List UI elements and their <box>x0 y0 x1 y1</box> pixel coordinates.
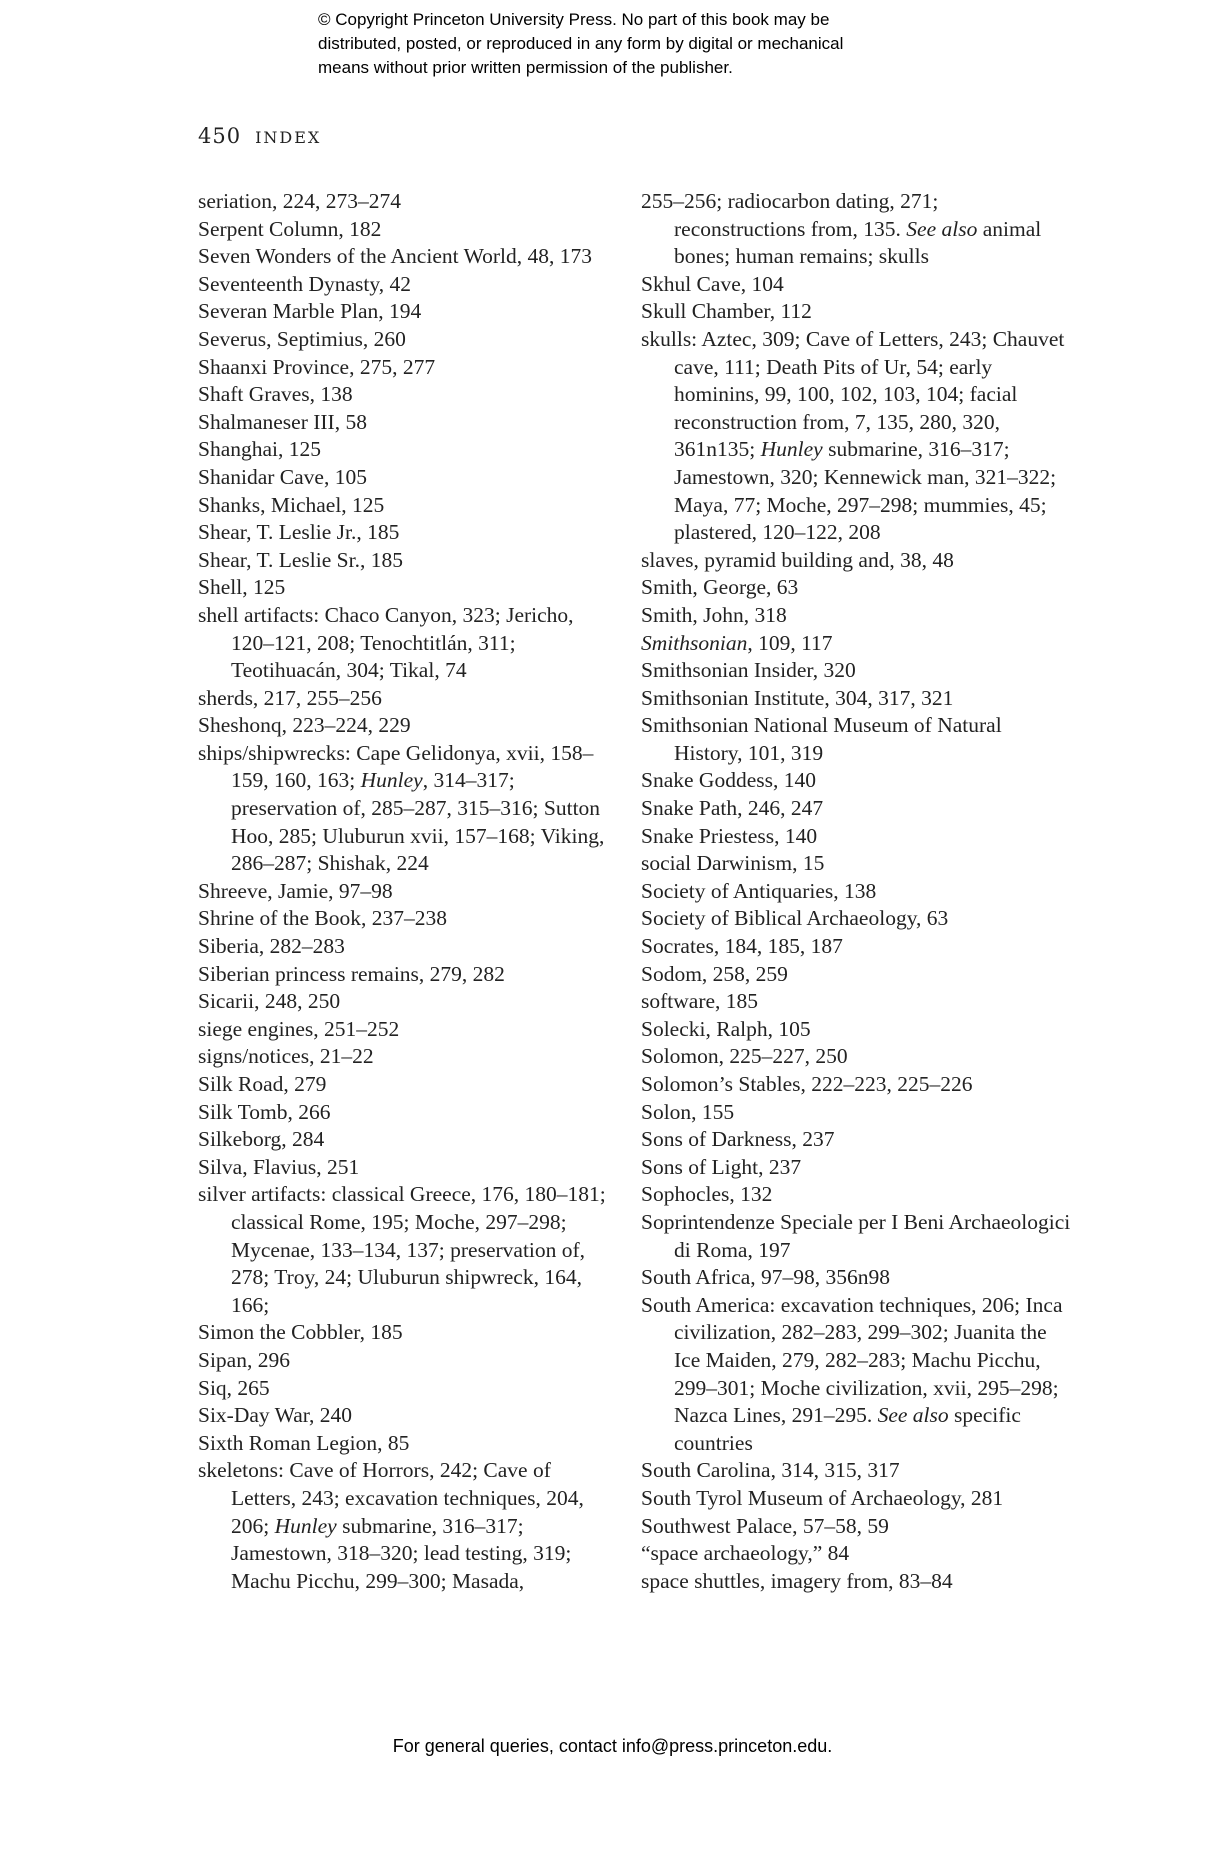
index-column-left <box>198 188 618 1595</box>
index-entry-text: Solomon’s Stables, 222–223, 225–226 <box>641 1072 973 1096</box>
index-entry-italic: Hunley <box>760 437 823 462</box>
index-entry <box>641 1181 1071 1209</box>
index-entry-text: Smithsonian National Museum of Natural History, 101, 319 <box>641 713 1002 765</box>
index-entry-text: Skhul Cave, 104 <box>641 271 784 296</box>
index-entry <box>641 1292 1071 1458</box>
index-entry-text: Sicarii, 248, 250 <box>198 989 341 1014</box>
index-entry <box>641 878 1071 906</box>
index-entry <box>198 547 618 575</box>
page-number: 450 <box>198 124 242 148</box>
index-entry <box>198 905 618 933</box>
index-entry-text: Sons of Light, 237 <box>641 1154 802 1179</box>
copyright-notice <box>318 8 938 80</box>
index-entry <box>198 492 618 520</box>
index-entry <box>198 298 618 326</box>
index-entry <box>641 1043 1071 1071</box>
index-entry <box>641 630 1071 658</box>
index-entry-text: skulls: Aztec, 309; Cave of Letters, 243; Chauvet cave, 111; Death Pits of Ur, 54; early hominins, 99, 100, 102, 103, 104; facial reconstruction from, 7, 135, 280, 320, 361n135; <box>641 326 1065 462</box>
index-entry-text: submarine, 316–317; Jamestown, 320; Kennewick man, 321–322; Maya, 77; Moche, 297–298; mummies, 45; plastered, 120–122, 208 <box>674 437 1057 545</box>
index-entry <box>198 1043 618 1071</box>
index-entry-text: Siberia, 282–283 <box>198 934 345 959</box>
index-entry <box>641 1154 1071 1182</box>
index-entry <box>198 188 618 216</box>
index-entry-text: Southwest Palace, 57–58, 59 <box>641 1513 889 1538</box>
index-entry-text: Shanghai, 125 <box>198 437 322 462</box>
index-entry-text: Shreeve, Jamie, 97–98 <box>198 878 393 903</box>
index-entry <box>198 271 618 299</box>
footer-contact: For general queries, contact info@press.princeton.edu. <box>392 1736 833 1756</box>
index-entry <box>198 961 618 989</box>
index-entry <box>198 878 618 906</box>
index-entry <box>198 1126 618 1154</box>
index-entry-text: Silk Tomb, 266 <box>198 1099 331 1124</box>
index-entry <box>641 988 1071 1016</box>
index-entry <box>641 1099 1071 1127</box>
index-entry <box>198 1071 618 1099</box>
index-entry-text: Shrine of the Book, 237–238 <box>198 906 448 931</box>
index-entry-text: Smithsonian Insider, 320 <box>641 658 856 683</box>
index-entry-text: siege engines, 251–252 <box>198 1016 400 1041</box>
index-entry <box>198 1099 618 1127</box>
index-entry <box>198 1347 618 1375</box>
index-column-right <box>641 188 1071 1595</box>
index-entry-italic: Hunley <box>274 1513 337 1538</box>
index-entry <box>198 1016 618 1044</box>
index-entry-text: Simon the Cobbler, 185 <box>198 1320 403 1345</box>
index-entry-text: Society of Biblical Archaeology, 63 <box>641 906 949 931</box>
index-entry-text: Severus, Septimius, 260 <box>198 326 406 351</box>
index-entry-text: Seven Wonders of the Ancient World, 48, 173 <box>198 244 593 269</box>
index-entry-text: Shell, 125 <box>198 575 286 600</box>
index-entry <box>641 1264 1071 1292</box>
index-entry <box>641 602 1071 630</box>
index-entry-text: Smithsonian Institute, 304, 317, 321 <box>641 685 954 710</box>
index-entry-text: , 314–317; preservation of, 285–287, 315–316; Sutton Hoo, 285; Uluburun xvii, 157–168; Viking, 286–287; Shishak, 224 <box>231 768 605 876</box>
index-entry-text: Sophocles, 132 <box>641 1182 773 1207</box>
index-entry <box>641 1485 1071 1513</box>
index-entry <box>198 574 618 602</box>
index-entry <box>641 1513 1071 1541</box>
index-entry-text: South Africa, 97–98, 356n98 <box>641 1265 891 1290</box>
index-entry <box>641 574 1071 602</box>
index-entry <box>641 905 1071 933</box>
index-entry-text: Solecki, Ralph, 105 <box>641 1016 811 1041</box>
section-title: INDEX <box>255 128 322 147</box>
index-entry <box>198 1375 618 1403</box>
index-entry-text: 255–256; radiocarbon dating, 271; reconstructions from, 135. <box>641 189 939 241</box>
index-entry-text: signs/notices, 21–22 <box>198 1044 374 1069</box>
index-entry <box>641 823 1071 851</box>
index-entry <box>641 547 1071 575</box>
index-entry <box>198 519 618 547</box>
index-entry-text: Shalmaneser III, 58 <box>198 409 367 434</box>
index-entry-text: Siberian princess remains, 279, 282 <box>198 961 505 986</box>
index-entry <box>198 933 618 961</box>
index-entry <box>198 712 618 740</box>
index-entry-text: South Tyrol Museum of Archaeology, 281 <box>641 1485 1004 1510</box>
index-entry <box>641 1016 1071 1044</box>
index-entry <box>198 381 618 409</box>
index-entry-text: , 109, 117 <box>747 630 833 655</box>
index-entry-text: space shuttles, imagery from, 83–84 <box>641 1568 953 1593</box>
index-entry <box>198 685 618 713</box>
copyright-line: means without prior written permission of the publisher. <box>318 58 733 77</box>
index-entry <box>198 436 618 464</box>
index-entry <box>198 243 618 271</box>
index-entry <box>641 1540 1071 1568</box>
index-entry-text: Snake Goddess, 140 <box>641 768 816 793</box>
index-entry <box>198 216 618 244</box>
index-entry <box>641 767 1071 795</box>
index-entry-text: skeletons: Cave of Horrors, 242; Cave of Letters, 243; excavation techniques, 204, 206; <box>198 1458 584 1538</box>
index-entry <box>641 933 1071 961</box>
index-entry-text: Sodom, 258, 259 <box>641 961 788 986</box>
index-entry <box>198 1430 618 1458</box>
index-entry-text: software, 185 <box>641 989 759 1014</box>
index-entry <box>198 1457 618 1595</box>
index-entry-text: Sheshonq, 223–224, 229 <box>198 713 411 738</box>
index-entry-text: Sixth Roman Legion, 85 <box>198 1430 410 1455</box>
copyright-line: © Copyright Princeton University Press. No part of this book may be <box>318 10 830 29</box>
index-entry <box>198 1402 618 1430</box>
index-entry-text: Shanks, Michael, 125 <box>198 492 385 517</box>
index-entry <box>198 1154 618 1182</box>
index-entry-text: Sons of Darkness, 237 <box>641 1127 835 1152</box>
index-entry <box>198 1319 618 1347</box>
index-entry-text: Snake Path, 246, 247 <box>641 796 824 821</box>
index-entry-text: Smith, George, 63 <box>641 575 799 600</box>
index-entry <box>641 1071 1071 1099</box>
index-entry-text: Soprintendenze Speciale per I Beni Archaeologici di Roma, 197 <box>641 1209 1071 1262</box>
index-entry-text: Siq, 265 <box>198 1375 270 1400</box>
index-entry-text: Silk Road, 279 <box>198 1072 327 1096</box>
index-entry-text: South America: excavation techniques, 206; Inca civilization, 282–283, 299–302; Juanita the Ice Maiden, 279, 282–283; Machu Picchu, 299–301; Moche civilization, xvii, 295–298; Nazca Lines, 291–295. <box>641 1292 1063 1428</box>
index-entry <box>641 271 1071 299</box>
index-entry-text: Solomon, 225–227, 250 <box>641 1044 848 1069</box>
index-entry-text: slaves, pyramid building and, 38, 48 <box>641 547 954 572</box>
index-entry-text: Six-Day War, 240 <box>198 1403 353 1428</box>
index-entry-text: animal bones; human remains; skulls <box>674 216 1042 269</box>
index-entry-text: specific countries <box>674 1403 1021 1455</box>
index-entry <box>198 326 618 354</box>
index-entry-text: Snake Priestess, 140 <box>641 823 818 848</box>
index-entry-text: Shaft Graves, 138 <box>198 382 353 407</box>
index-entry-text: Seventeenth Dynasty, 42 <box>198 271 411 296</box>
index-entry-text: seriation, 224, 273–274 <box>198 189 402 213</box>
index-entry-text: Serpent Column, 182 <box>198 216 382 241</box>
index-entry-text: Shear, T. Leslie Jr., 185 <box>198 520 400 545</box>
index-entry-text: Socrates, 184, 185, 187 <box>641 934 843 959</box>
index-entry <box>641 1126 1071 1154</box>
index-entry <box>641 188 1071 271</box>
index-entry-text: Shanidar Cave, 105 <box>198 464 367 489</box>
index-entry-text: Society of Antiquaries, 138 <box>641 878 877 903</box>
index-entry-text: Sipan, 296 <box>198 1347 290 1372</box>
index-entry <box>641 1568 1071 1596</box>
index-entry <box>641 298 1071 326</box>
index-entry <box>198 409 618 437</box>
index-entry-text: silver artifacts: classical Greece, 176, 180–181; classical Rome, 195; Moche, 297–298; Mycenae, 133–134, 137; preservation of, 278; Troy, 24; Uluburun shipwreck, 164, 166; <box>198 1182 606 1317</box>
index-entry-italic: Smithsonian <box>641 630 748 655</box>
index-entry <box>198 740 618 878</box>
index-entry-text: Skull Chamber, 112 <box>641 299 812 324</box>
index-entry-text: Silkeborg, 284 <box>198 1127 325 1152</box>
index-entry-text: Solon, 155 <box>641 1099 735 1124</box>
index-entry-text: “space archaeology,” 84 <box>641 1541 850 1566</box>
index-entry <box>198 1181 618 1319</box>
index-entry-italic: See also <box>877 1403 949 1428</box>
index-entry-text: shell artifacts: Chaco Canyon, 323; Jericho, 120–121, 208; Tenochtitlán, 311; Teotihuacán, 304; Tikal, 74 <box>198 602 574 683</box>
index-entry <box>641 961 1071 989</box>
index-entry <box>641 685 1071 713</box>
index-entry-text: South Carolina, 314, 315, 317 <box>641 1458 900 1483</box>
index-entry-text: Silva, Flavius, 251 <box>198 1154 360 1179</box>
index-entry-text: Smith, John, 318 <box>641 602 787 627</box>
index-entry-text: sherds, 217, 255–256 <box>198 685 382 710</box>
index-entry <box>641 712 1071 767</box>
index-entry <box>198 602 618 685</box>
index-entry <box>641 326 1071 547</box>
index-entry-italic: See also <box>906 216 978 241</box>
index-entry <box>198 988 618 1016</box>
index-entry <box>641 657 1071 685</box>
index-entry-text: Shear, T. Leslie Sr., 185 <box>198 547 403 572</box>
running-head <box>198 124 321 148</box>
index-entry-text: submarine, 316–317; Jamestown, 318–320; lead testing, 319; Machu Picchu, 299–300; Masada, <box>231 1513 572 1593</box>
index-entry <box>641 1209 1071 1264</box>
index-entry-text: Shaanxi Province, 275, 277 <box>198 354 436 379</box>
index-entry-text: ships/shipwrecks: Cape Gelidonya, xvii, 158–159, 160, 163; <box>198 740 594 793</box>
index-entry <box>641 850 1071 878</box>
index-entry-text: social Darwinism, 15 <box>641 851 825 876</box>
copyright-line: distributed, posted, or reproduced in any form by digital or mechanical <box>318 34 844 53</box>
index-entry-italic: Hunley <box>360 768 423 793</box>
index-entry <box>641 795 1071 823</box>
index-entry <box>198 464 618 492</box>
index-entry-text: Severan Marble Plan, 194 <box>198 299 422 324</box>
index-entry <box>198 354 618 382</box>
index-entry <box>641 1457 1071 1485</box>
